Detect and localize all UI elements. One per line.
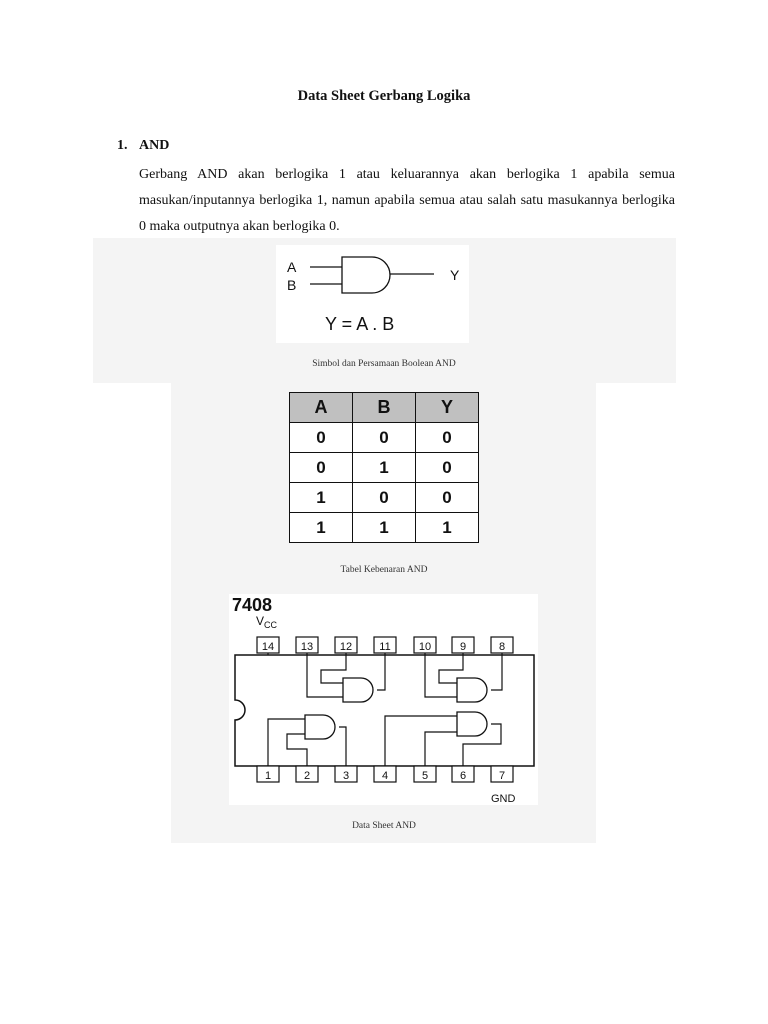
table-cell: 1	[416, 513, 479, 543]
header-a: A	[290, 393, 353, 423]
pin-number: 9	[459, 641, 467, 653]
header-y: Y	[416, 393, 479, 423]
vcc-label: $V_{CC}$	[256, 614, 278, 630]
symbol-caption: Simbol dan Persamaan Boolean AND	[312, 359, 456, 369]
input-b-label: B	[287, 277, 297, 293]
table-row	[290, 483, 479, 513]
and-gate-2	[343, 678, 373, 702]
section-title: AND	[139, 138, 170, 153]
section-number: 1.	[117, 138, 128, 153]
table-cell: 1	[353, 453, 416, 483]
truth-table	[289, 392, 479, 543]
table-cell: 0	[416, 483, 479, 513]
table-row	[290, 423, 479, 453]
document-title: Data Sheet Gerbang Logika	[297, 88, 471, 104]
pin-number: 8	[498, 641, 506, 653]
table-cell: 1	[353, 513, 416, 543]
top-pin-row	[257, 637, 513, 653]
ic-pinout-figure	[229, 594, 538, 805]
boolean-equation: Y = A . B	[325, 314, 395, 334]
pin-number: 13	[300, 641, 314, 653]
pin-number: 11	[379, 641, 391, 653]
pin-number: 2	[303, 770, 311, 782]
table-cell: 0	[416, 453, 479, 483]
pin-number: 14	[261, 641, 275, 653]
and-gate-body	[342, 257, 390, 293]
table-row	[290, 453, 479, 483]
and-gate-1	[305, 715, 335, 739]
table-cell: 0	[353, 423, 416, 453]
table-cell: 0	[290, 453, 353, 483]
output-y-label: Y	[450, 267, 460, 283]
section-paragraph: Gerbang AND akan berlogika 1 atau keluarannya akan berlogika 1 apabila semua masukan/inputannya berlogika 1, namun apabila semua atau salah satu masukannya berlogika 0 maka outputnya akan berlogika 0.	[139, 167, 675, 234]
and-gate-3	[457, 712, 487, 736]
table-cell: 0	[353, 483, 416, 513]
table-cell: 0	[290, 423, 353, 453]
pin-number: 7	[498, 770, 506, 782]
pin-number: 12	[339, 641, 353, 653]
truth-table-caption: Tabel Kebenaran AND	[340, 565, 428, 575]
and-symbol-figure	[276, 245, 469, 343]
table-row	[290, 513, 479, 543]
table-cell: 1	[290, 513, 353, 543]
pin-number: 1	[264, 770, 272, 782]
table-cell: 1	[290, 483, 353, 513]
pin-number: 6	[459, 770, 467, 782]
chip-number: 7408	[232, 595, 273, 615]
pin-number: 10	[418, 641, 432, 653]
truth-table-header-row	[290, 393, 479, 423]
and-gate-4	[457, 678, 487, 702]
ic-caption: Data Sheet AND	[352, 821, 416, 831]
table-cell: 0	[416, 423, 479, 453]
gnd-label: GND	[491, 793, 516, 805]
pin-number: 4	[381, 770, 389, 782]
pin-number: 5	[421, 770, 429, 782]
and-gate-symbol	[276, 245, 469, 343]
bottom-pin-row	[257, 766, 513, 782]
pin-number: 3	[342, 770, 350, 782]
ic-7408-diagram	[229, 594, 538, 805]
header-b: B	[353, 393, 416, 423]
input-a-label: A	[287, 259, 297, 275]
